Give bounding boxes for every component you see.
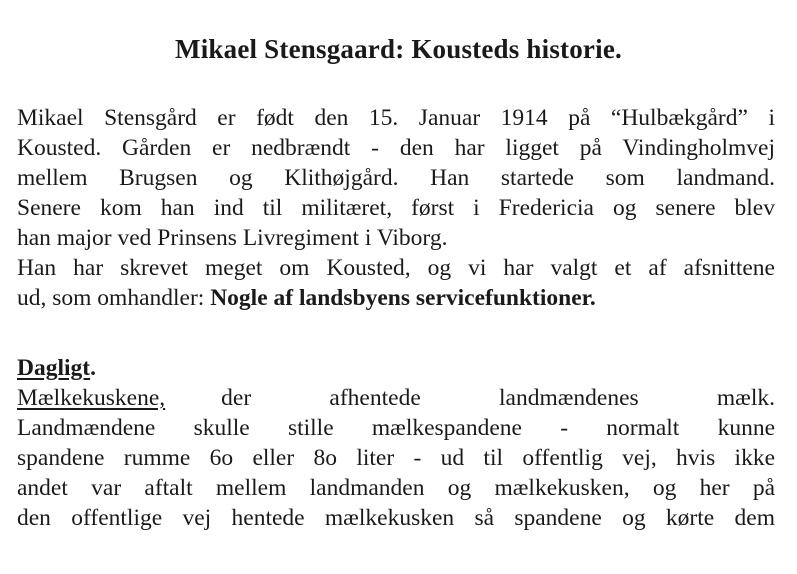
- section-line-3: spandene rumme 6o eller 8o liter - ud til offentlig vej, hvis ikke: [17, 445, 775, 471]
- word-der: der: [221, 385, 252, 411]
- word-landmaendenes: landmændenes: [498, 385, 639, 411]
- intro-line-1: Mikael Stensgård er født den 15. Januar 1914 på “Hulbækgård” i: [17, 105, 775, 131]
- intro-line-7: [17, 283, 775, 313]
- section-line-4: andet var aftalt mellem landmanden og mælkekusken, og her på: [17, 475, 775, 501]
- section-heading-period: .: [90, 355, 96, 381]
- intro-line-2: Kousted. Gården er nedbrændt - den har ligget på Vindingholmvej: [17, 135, 775, 161]
- section-heading: [17, 353, 775, 383]
- document-title: Mikael Stensgaard: Kousteds historie.: [175, 34, 622, 64]
- intro-line-4: Senere kom han ind til militæret, først i Fredericia og senere blev: [17, 195, 775, 221]
- intro-line-6: Han har skrevet meget om Kousted, og vi har valgt et af afsnittene: [17, 255, 775, 281]
- section-line-1: [17, 383, 775, 413]
- intro-line-7-text: ud, som omhandler:: [17, 285, 211, 311]
- section-heading-text: Dagligt: [17, 355, 91, 381]
- section-line-2: Landmændene skulle stille mælkespandene - normalt kunne: [17, 415, 775, 441]
- section-term: Mælkekuskene,: [17, 385, 166, 411]
- section-line-1-rest: [221, 383, 775, 413]
- intro-line-3: mellem Brugsen og Klithøjgård. Han startede som landmand.: [17, 165, 775, 191]
- word-afhentede: afhentede: [329, 385, 421, 411]
- intro-line-5: han major ved Prinsens Livregiment i Viborg.: [17, 225, 448, 251]
- section-line-5: den offentlige vej hentede mælkekusken så spandene og kørte dem: [17, 505, 775, 531]
- intro-topic-bold: Nogle af landsbyens servicefunktioner.: [210, 285, 596, 311]
- word-maelk: mælk.: [716, 385, 775, 411]
